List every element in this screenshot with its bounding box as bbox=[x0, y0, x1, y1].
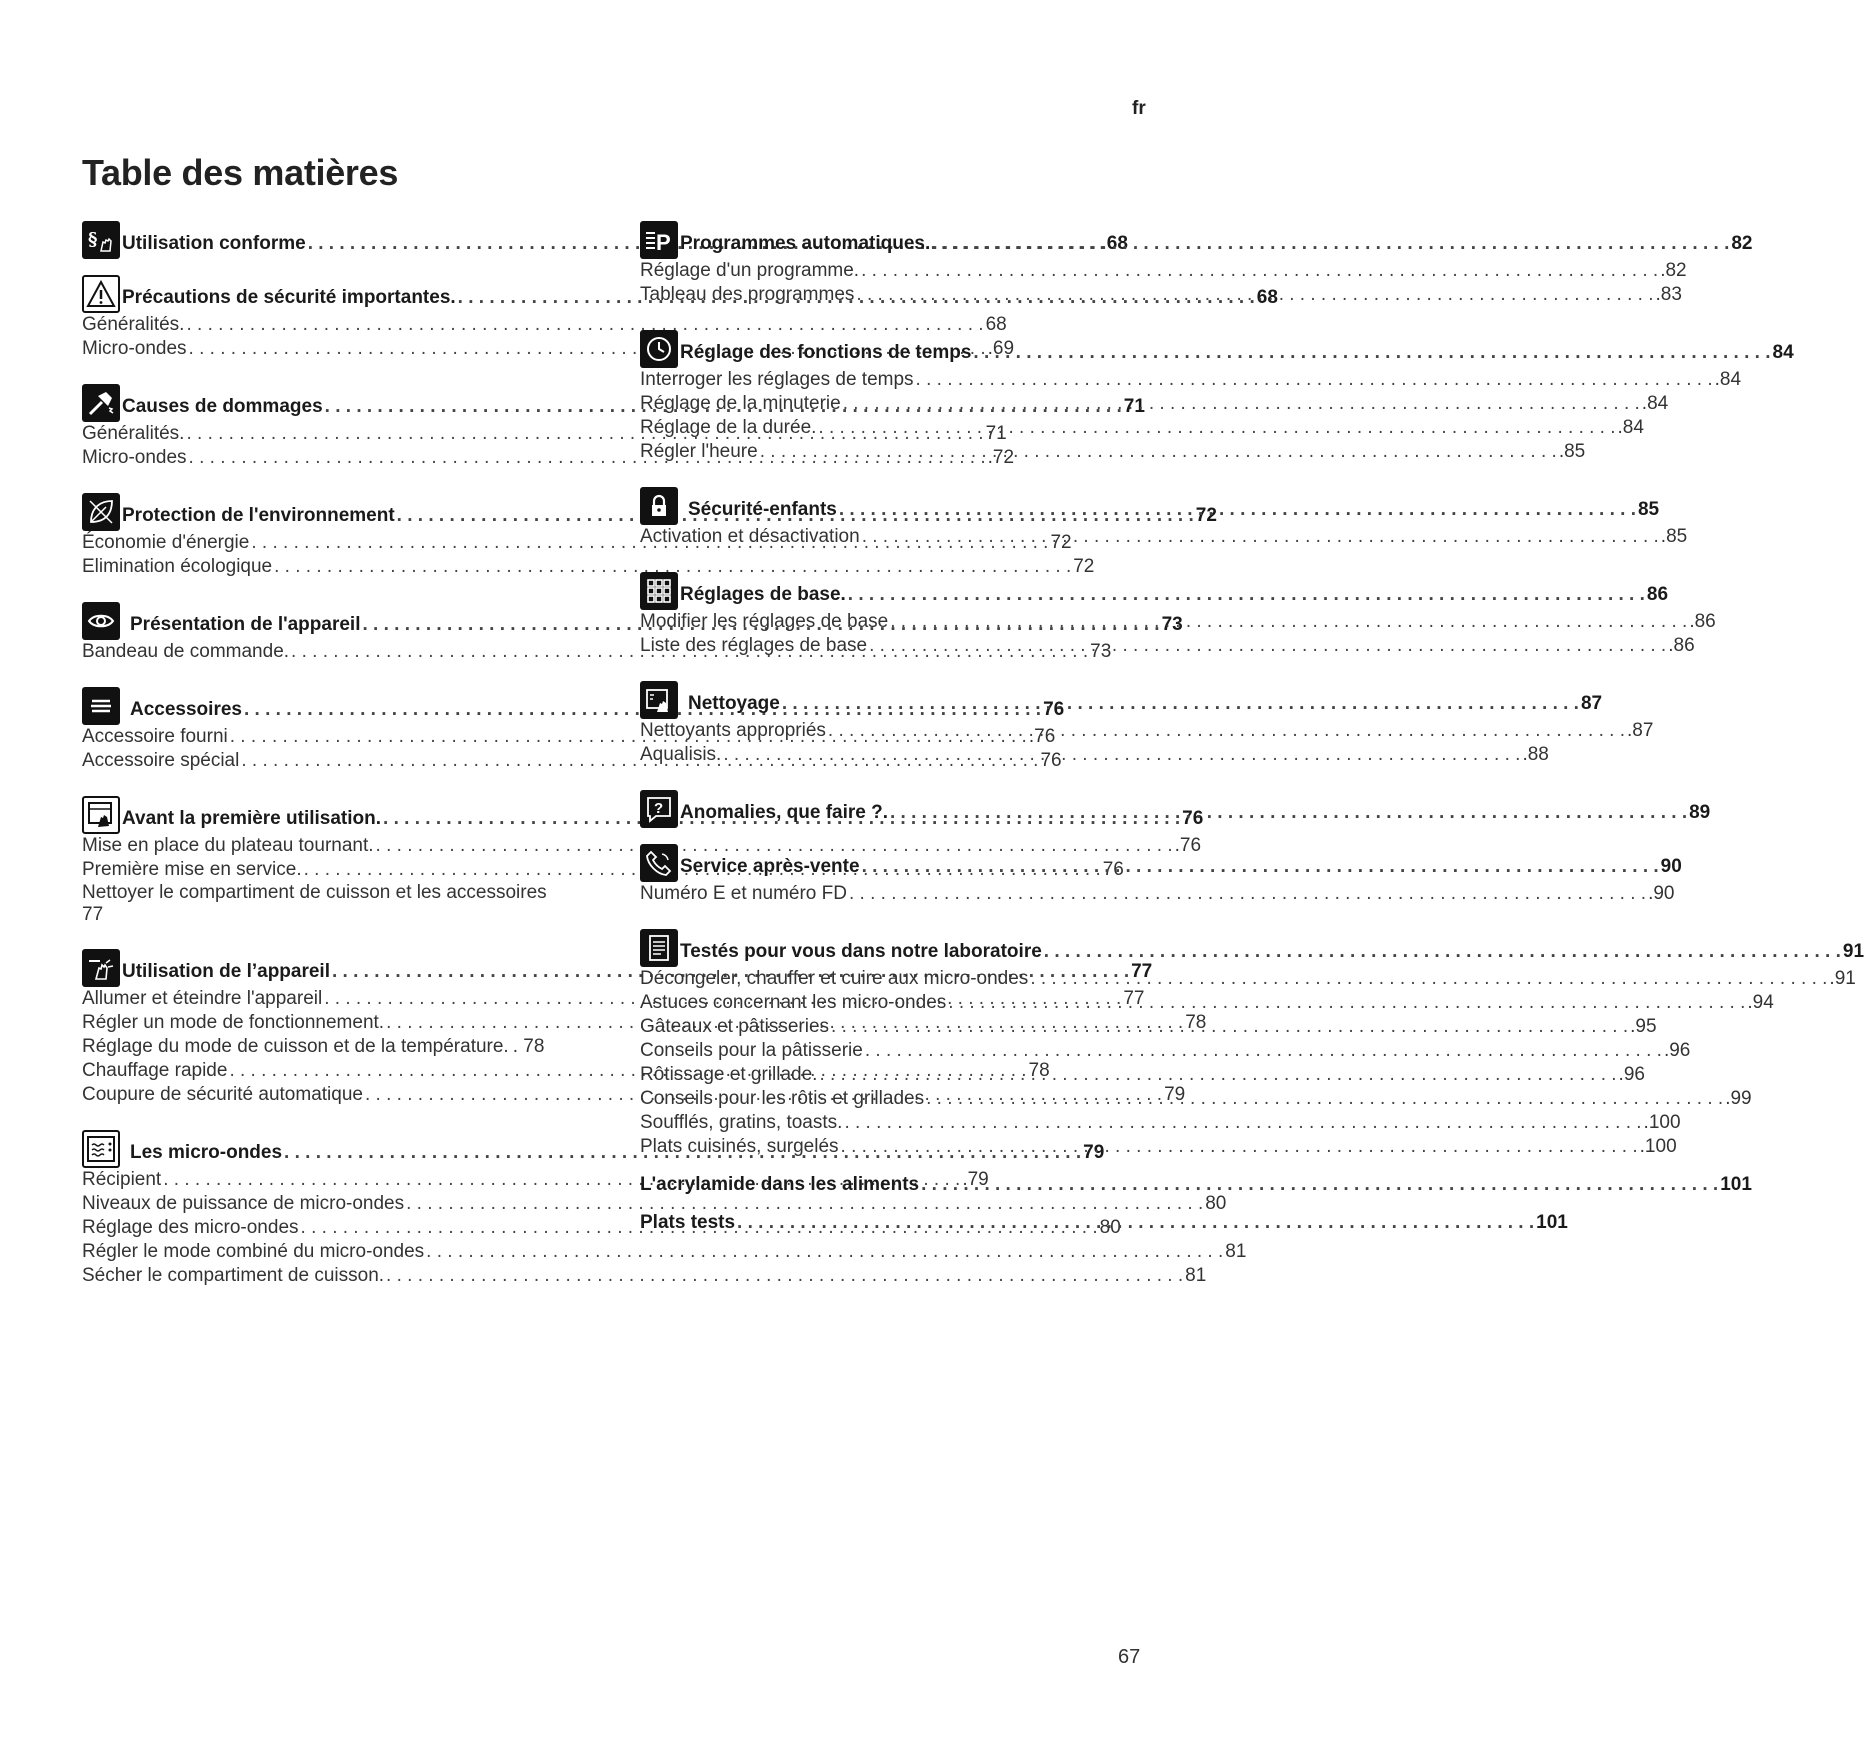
toc-entry[interactable]: Mise en place du plateau tournant. . . . .76 bbox=[82, 834, 582, 858]
warning-triangle-icon bbox=[82, 275, 120, 313]
toc-entry[interactable]: Conseils pour la pâtisserie . . . .96 bbox=[640, 1039, 1142, 1063]
toc-entry[interactable]: Micro-ondes . . . .69 bbox=[82, 337, 582, 361]
toc-section-accessoires bbox=[82, 682, 1065, 773]
toc-entry[interactable]: Niveaux de puissance de micro-ondes . . . 80 bbox=[82, 1192, 582, 1216]
microwave-icon bbox=[82, 1130, 120, 1168]
toc-entry[interactable]: Modifier les réglages de base . . . .86 bbox=[640, 610, 1142, 634]
toc-section-utilisation-conforme bbox=[82, 216, 1128, 256]
toc-entry[interactable]: Décongeler, chauffer et cuire aux micro-ondes . . . .91 bbox=[640, 967, 1142, 991]
toc-entry[interactable]: Nettoyants appropriés . . . .87 bbox=[640, 719, 1142, 743]
document-list-icon bbox=[640, 929, 678, 967]
toc-heading-link[interactable]: Réglage des fonctions de temps . . . 84 bbox=[680, 341, 1794, 365]
toc-heading-link[interactable]: Réglages de base. . . . 86 bbox=[680, 583, 1668, 607]
toc-heading-link[interactable]: Nettoyage . . . 87 bbox=[688, 692, 1602, 716]
question-bubble-icon bbox=[640, 790, 678, 828]
page-number: 67 bbox=[1118, 1646, 1141, 1668]
tray-stack-icon bbox=[82, 687, 120, 725]
toc-section-plats-tests bbox=[640, 1211, 1568, 1237]
toc-entry-wrapped[interactable]: Nettoyer le compartiment de cuisson et les accessoires 77 bbox=[82, 882, 547, 925]
toc-entry[interactable]: Première mise en service. . . . 76 bbox=[82, 858, 582, 882]
toc-heading-link[interactable]: Précautions de sécurité importantes. . . . 68 bbox=[122, 286, 1278, 310]
toc-section-acrylamide bbox=[640, 1173, 1752, 1199]
svg-text:?: ? bbox=[654, 800, 664, 817]
grid-settings-icon bbox=[640, 572, 678, 610]
toc-entry[interactable]: Récipient . . . .79 bbox=[82, 1168, 582, 1192]
svg-text:§: § bbox=[88, 229, 98, 250]
toc-heading-link[interactable]: L'acrylamide dans les aliments . . . 101 bbox=[640, 1173, 1752, 1197]
toc-entry[interactable]: Astuces concernant les micro-ondes . . . .94 bbox=[640, 991, 1142, 1015]
lock-icon bbox=[640, 487, 678, 525]
toc-section-anomalies bbox=[640, 785, 1711, 825]
language-code: fr bbox=[1132, 98, 1146, 119]
toc-entry[interactable]: Aqualisis. . . . .88 bbox=[640, 743, 1142, 767]
toc-entry[interactable]: Conseils pour les rôtis et grillades . . . .99 bbox=[640, 1087, 1142, 1111]
toc-heading-link[interactable]: Présentation de l'appareil . . . 73 bbox=[130, 613, 1183, 637]
toc-section-nettoyage bbox=[640, 676, 1654, 767]
toc-entry[interactable]: Généralités. . . . 71 bbox=[82, 422, 582, 446]
toc-heading-link[interactable]: Causes de dommages . . . 71 bbox=[122, 395, 1145, 419]
paragraph-hand-icon bbox=[82, 221, 120, 259]
oven-hand-icon bbox=[82, 796, 120, 834]
toc-entry[interactable]: Réglage de la durée. . . . .84 bbox=[640, 416, 1142, 440]
toc-entry[interactable]: Tableau des programmes . . . .83 bbox=[640, 283, 1142, 307]
toc-entry[interactable]: Coupure de sécurité automatique . . . 79 bbox=[82, 1083, 582, 1107]
toc-heading-link[interactable]: Protection de l'environnement . . . 72 bbox=[122, 504, 1217, 528]
leaf-icon bbox=[82, 493, 120, 531]
toc-entry[interactable]: Réglage de la minuterie . . . .84 bbox=[640, 392, 1142, 416]
toc-entry[interactable]: Généralités. . . . 68 bbox=[82, 313, 582, 337]
toc-entry[interactable]: Elimination écologique . . . 72 bbox=[82, 555, 582, 579]
toc-entry[interactable]: Accessoire fourni . . . .76 bbox=[82, 725, 582, 749]
svg-text:P: P bbox=[656, 230, 671, 255]
toc-entry[interactable]: Liste des réglages de base . . . .86 bbox=[640, 634, 1142, 658]
toc-entry[interactable]: Sécher le compartiment de cuisson. . . . 81 bbox=[82, 1264, 582, 1288]
toc-heading-link[interactable]: Plats tests . . . 101 bbox=[640, 1211, 1568, 1235]
program-p-icon bbox=[640, 221, 678, 259]
toc-heading-link[interactable]: Anomalies, que faire ?. . . . 89 bbox=[680, 801, 1710, 825]
toc-heading-link[interactable]: Testés pour vous dans notre laboratoire . . . 91 bbox=[680, 940, 1864, 964]
toc-entry[interactable]: Bandeau de commande. . . . 73 bbox=[82, 640, 582, 664]
toc-entry[interactable]: Gâteaux et pâtisseries . . . .95 bbox=[640, 1015, 1142, 1039]
eye-icon bbox=[82, 602, 120, 640]
toc-heading-link[interactable]: Avant la première utilisation. . . . 76 bbox=[122, 807, 1203, 831]
toc-heading-link[interactable]: Utilisation conforme . . . 68 bbox=[122, 232, 1128, 256]
toc-entry[interactable]: Activation et désactivation . . . .85 bbox=[640, 525, 1142, 549]
toc-heading-link[interactable]: Programmes automatiques. . . . 82 bbox=[680, 232, 1753, 256]
toc-entry[interactable]: Soufflés, gratins, toasts. . . . .100 bbox=[640, 1111, 1142, 1135]
toc-entry[interactable]: Régler un mode de fonctionnement. . . . 78 bbox=[82, 1011, 582, 1035]
toc-entry[interactable]: Régler le mode combiné du micro-ondes . . . 81 bbox=[82, 1240, 582, 1264]
toc-entry[interactable]: Réglage d'un programme. . . . .82 bbox=[640, 259, 1142, 283]
toc-entry[interactable]: Allumer et éteindre l'appareil . . . 77 bbox=[82, 987, 582, 1011]
toc-entry[interactable]: Réglage des micro-ondes . . . 80 bbox=[82, 1216, 582, 1240]
toc-heading-link[interactable]: Utilisation de l’appareil . . . 77 bbox=[122, 960, 1152, 984]
toc-entry[interactable]: Chauffage rapide . . . 78 bbox=[82, 1059, 582, 1083]
phone-icon bbox=[640, 844, 678, 882]
toc-section-service bbox=[640, 839, 1682, 906]
toc-entry[interactable]: Réglage du mode de cuisson et de la température. . 78 bbox=[82, 1036, 545, 1057]
toc-entry[interactable]: Numéro E et numéro FD . . . .90 bbox=[640, 882, 1142, 906]
toc-heading-link[interactable]: Service après-vente . . . 90 bbox=[680, 855, 1682, 879]
toc-entry[interactable]: Interroger les réglages de temps . . . .84 bbox=[640, 368, 1142, 392]
page-title: Table des matières bbox=[82, 152, 399, 193]
toc-entry[interactable]: Économie d'énergie . . . 72 bbox=[82, 531, 582, 555]
hammer-icon bbox=[82, 384, 120, 422]
toc-entry[interactable]: Micro-ondes . . . .72 bbox=[82, 446, 582, 470]
toc-entry[interactable]: Rôtissage et grillade. . . . .96 bbox=[640, 1063, 1142, 1087]
toc-entry[interactable]: Accessoire spécial . . . 76 bbox=[82, 749, 582, 773]
toc-heading-link[interactable]: Accessoires . . . 76 bbox=[130, 698, 1064, 722]
toc-entry[interactable]: Régler l'heure . . . .85 bbox=[640, 440, 1142, 464]
cleaning-cloth-icon bbox=[640, 681, 678, 719]
hand-pressing-icon bbox=[82, 949, 120, 987]
toc-entry[interactable]: Plats cuisinés, surgelés . . . .100 bbox=[640, 1135, 1142, 1159]
toc-heading-link[interactable]: Les micro-ondes . . . 79 bbox=[130, 1141, 1104, 1165]
clock-icon bbox=[640, 330, 678, 368]
toc-section-fonctions-temps bbox=[640, 325, 1794, 464]
toc-heading-link[interactable]: Sécurité-enfants . . . 85 bbox=[688, 498, 1659, 522]
